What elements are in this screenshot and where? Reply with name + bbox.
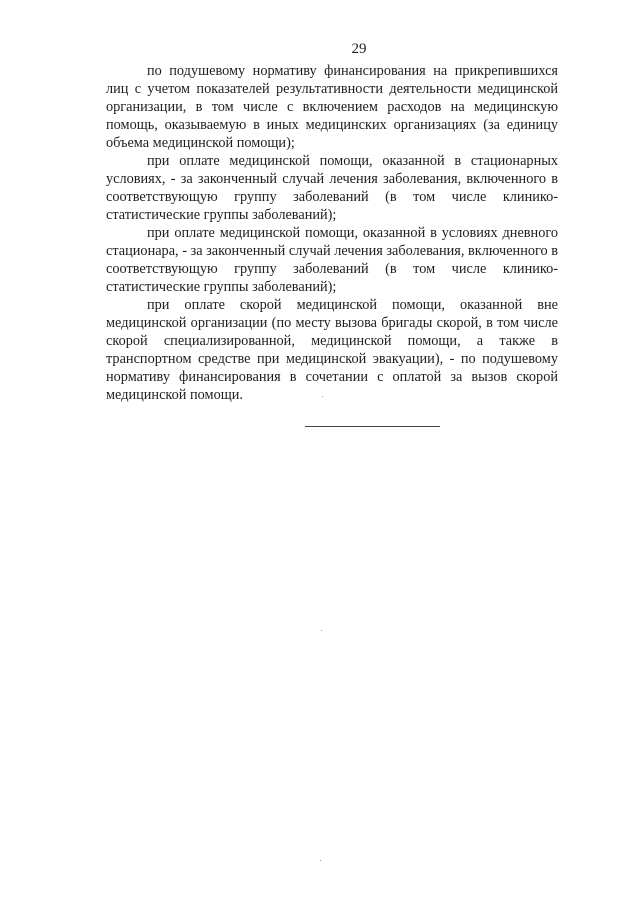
paragraph-inpatient-payment: при оплате медицинской помощи, оказанной в стационарных условиях, - за законченный случай лечения заболевания, включенного в соответствующую группу заболеваний (в том числе клинико-статистические группы заболеваний); bbox=[106, 153, 558, 223]
paragraph-capitation-funding: по подушевому нормативу финансирования на прикрепившихся лиц с учетом показателей результативности деятельности медицинской организации, в том числе с включением расходов на медицинскую помощь, оказываемую в иных медицинских организациях (за единицу объема медицинской помощи); bbox=[106, 63, 558, 151]
end-of-section-separator bbox=[305, 426, 440, 427]
document-body bbox=[106, 62, 558, 404]
scan-speck bbox=[321, 630, 322, 631]
scan-speck bbox=[322, 396, 323, 397]
page-number: 29 bbox=[351, 41, 367, 57]
paragraph-day-hospital-payment: при оплате медицинской помощи, оказанной в условиях дневного стационара, - за законченный случай лечения заболевания, включенного в соответствующую группу заболеваний (в том числе клинико-статистические группы заболеваний); bbox=[106, 225, 558, 295]
scan-speck bbox=[320, 860, 321, 861]
paragraph-emergency-care-payment: при оплате скорой медицинской помощи, оказанной вне медицинской организации (по месту вызова бригады скорой, в том числе скорой специализированной, медицинской помощи, а также в транспортном средстве при медицинской эвакуации), - по подушевому нормативу финансирования в сочетании с оплатой за вызов скорой медицинской помощи. bbox=[106, 297, 558, 403]
